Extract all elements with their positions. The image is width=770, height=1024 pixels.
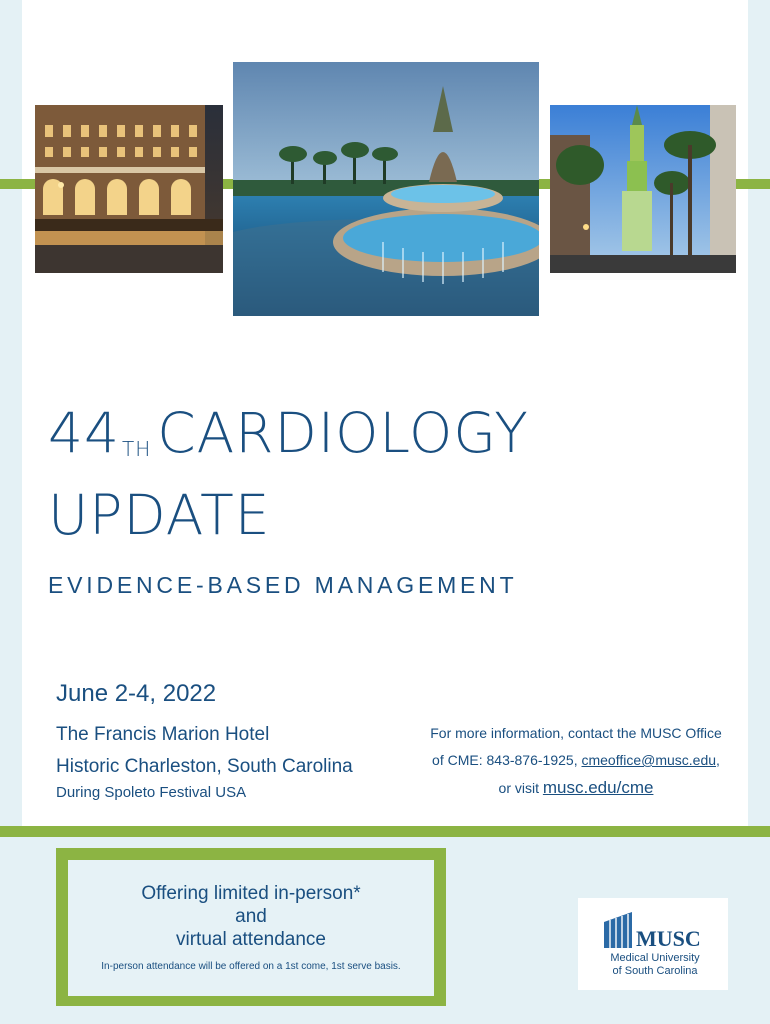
contact-line-1: For more information, contact the MUSC Office — [430, 725, 722, 741]
offer-note: In-person attendance will be offered on a 1st come, 1st serve basis. — [101, 961, 401, 972]
title-number: 44 — [48, 401, 120, 465]
event-festival: During Spoleto Festival USA — [56, 784, 247, 801]
title-suffix: TH — [122, 437, 152, 461]
event-subtitle: EVIDENCE-BASED MANAGEMENT — [48, 572, 518, 598]
offer-line-2: and — [235, 906, 267, 927]
title-line-2: UPDATE — [48, 483, 271, 547]
event-venue — [56, 719, 353, 783]
title-word: CARDIOLOGY — [157, 401, 529, 465]
bottom-green-stripe — [0, 826, 770, 837]
offer-line-3: virtual attendance — [176, 929, 326, 950]
attendance-box-inner — [68, 860, 434, 996]
musc-logo — [578, 898, 728, 990]
musc-building-icon — [602, 908, 634, 950]
contact-email-link[interactable]: cmeoffice@musc.edu — [581, 752, 717, 768]
website-link[interactable]: musc.edu/cme — [542, 778, 654, 797]
event-title — [48, 392, 529, 556]
logo-subtitle-line-2: of South Carolina — [612, 965, 698, 977]
logo-subtitle-line-1: Medical University — [610, 952, 700, 964]
title-line-1 — [48, 392, 529, 474]
offer-line-1: Offering limited in-person* — [141, 883, 361, 904]
logo-subtitle — [596, 952, 714, 978]
venue-location: Historic Charleston, South Carolina — [56, 756, 353, 777]
contact-line-2 — [406, 747, 746, 774]
event-date: June 2-4, 2022 — [56, 680, 217, 707]
venue-name: The Francis Marion Hotel — [56, 724, 270, 745]
contact-info — [406, 720, 746, 802]
pineapple-fountain-photo — [233, 62, 539, 316]
church-street-photo — [550, 105, 736, 273]
logo-name: MUSC — [636, 926, 701, 951]
hotel-photo — [35, 105, 223, 273]
contact-line-3 — [406, 774, 746, 802]
contact-phone: of CME: 843-876-1925, — [432, 752, 582, 768]
contact-visit-text: or visit — [498, 780, 543, 796]
attendance-box — [56, 848, 446, 1006]
contact-comma: , — [716, 752, 720, 768]
